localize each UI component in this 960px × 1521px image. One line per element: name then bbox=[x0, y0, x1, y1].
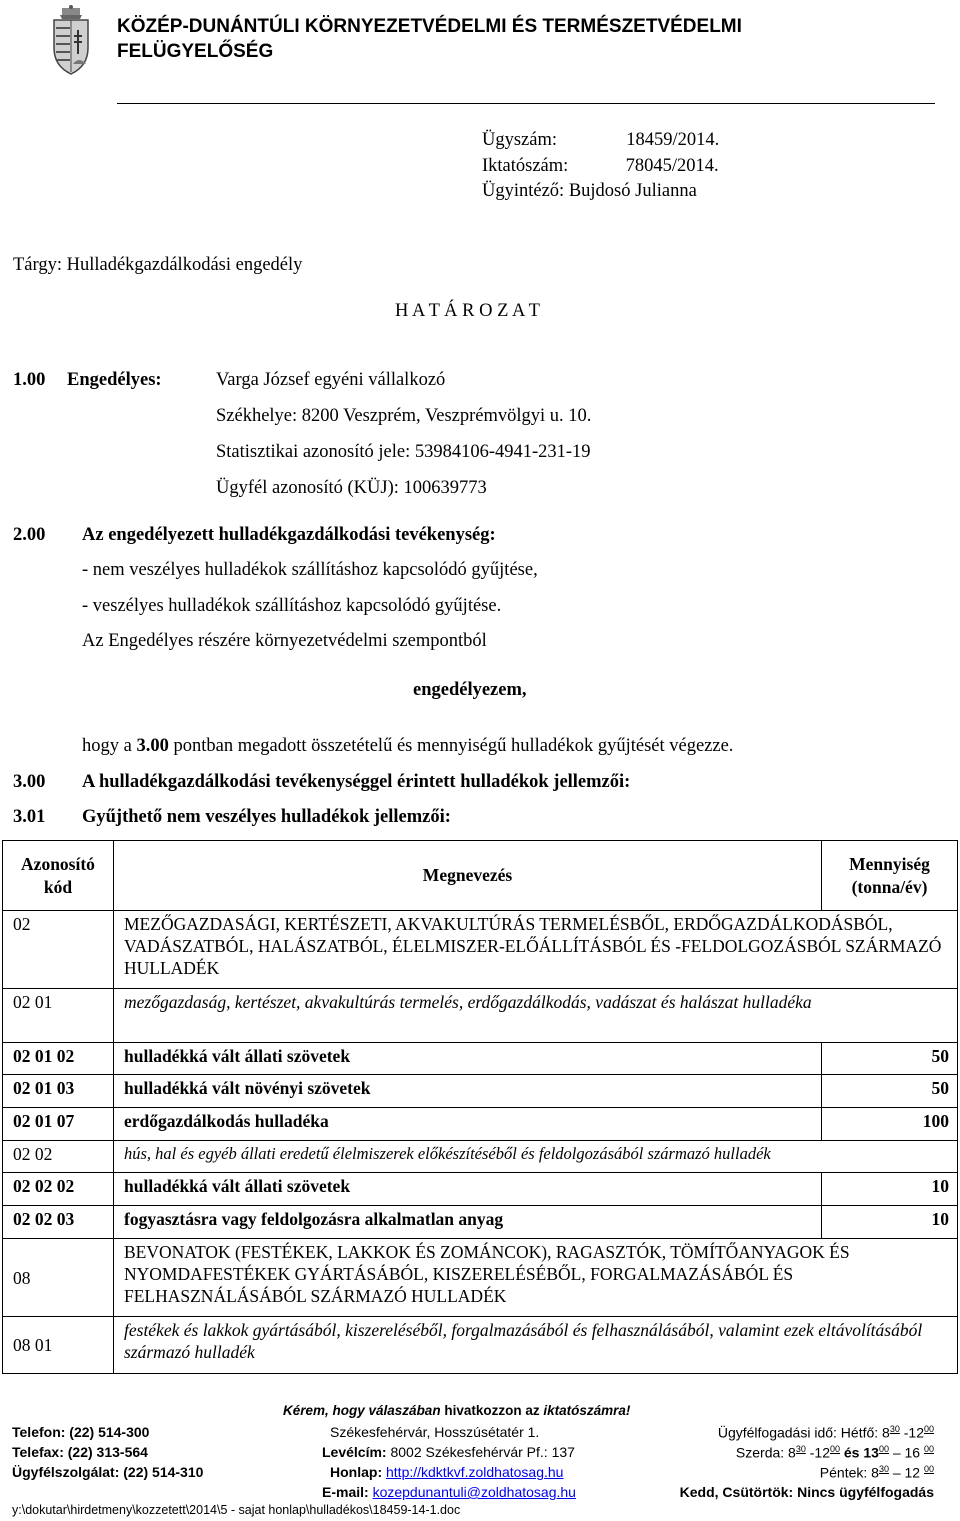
header-qty-line1: Mennyiség bbox=[849, 853, 930, 874]
header-quantity bbox=[822, 841, 958, 911]
header-code-line1: Azonosító bbox=[21, 853, 95, 874]
row-code: 08 01 bbox=[3, 1317, 114, 1374]
footer-mail-value: 8002 Székesfehérvár Pf.: 137 bbox=[386, 1444, 575, 1460]
row-name: erdőgazdálkodás hulladéka bbox=[114, 1108, 822, 1141]
grant-clause bbox=[82, 736, 733, 757]
licensee-stat-id: Statisztikai azonosító jele: 53984106-4941-231-19 bbox=[216, 442, 591, 462]
footer-mail-label: Levélcím: bbox=[322, 1444, 387, 1460]
activity-item: - nem veszélyes hulladékok szállításhoz kapcsolódó gyűjtése, bbox=[82, 560, 538, 580]
row-quantity: 50 bbox=[822, 1075, 958, 1108]
table-row bbox=[3, 989, 958, 1043]
row-name: MEZŐGAZDASÁGI, KERTÉSZETI, AKVAKULTÚRÁS TERMELÉSBŐL, ERDŐGAZDÁLKODÁSBÓL, VADÁSZATBÓL, HALÁSZATBÓL, ÉLELMISZER-ELŐÁLLÍTÁSBÓL ÉS -FELDOLGOZÁSBÓL SZÁRMAZÓ HULLADÉK bbox=[114, 911, 958, 989]
footer-web bbox=[330, 1464, 563, 1480]
footer-hours-friday bbox=[820, 1464, 934, 1481]
section3-sub-title: Gyűjthető nem veszélyes hulladékok jellemzői: bbox=[82, 807, 451, 827]
grant-clause-pre: hogy a bbox=[82, 736, 137, 756]
row-name: mezőgazdaság, kertészet, akvakultúrás termelés, erdőgazdálkodás, vadászat és halászat hulladéka bbox=[114, 989, 958, 1043]
table-row bbox=[3, 1075, 958, 1108]
hours-sup: 30 bbox=[889, 1424, 900, 1434]
section1-number: 1.00 bbox=[13, 370, 46, 390]
grant-statement: engedélyezem, bbox=[413, 680, 527, 700]
row-name: fogyasztásra vagy feldolgozásra alkalmatlan anyag bbox=[114, 1206, 822, 1239]
footer-email bbox=[322, 1484, 576, 1500]
table-row bbox=[3, 1206, 958, 1239]
table-row bbox=[3, 1108, 958, 1141]
footer-email-link[interactable]: kozepdunantuli@zoldhatosag.hu bbox=[372, 1484, 576, 1500]
case-officer: Ügyintéző: Bujdosó Julianna bbox=[482, 181, 697, 201]
footer-hours-wednesday bbox=[736, 1444, 934, 1461]
filing-number-line bbox=[482, 156, 719, 177]
hours-text: – 12 bbox=[888, 1464, 924, 1481]
footer-notice-c: iktatószámra! bbox=[543, 1403, 631, 1418]
header-divider bbox=[117, 103, 935, 104]
row-code: 02 02 bbox=[3, 1141, 114, 1173]
footer-seat: Székesfehérvár, Hosszúsétatér 1. bbox=[330, 1424, 540, 1440]
table-row bbox=[3, 1043, 958, 1075]
section2-number: 2.00 bbox=[13, 525, 46, 545]
hours-text: és 13 bbox=[840, 1444, 879, 1461]
footer-hours-closed: Kedd, Csütörtök: Nincs ügyfélfogadás bbox=[679, 1484, 934, 1500]
row-quantity: 10 bbox=[822, 1173, 958, 1206]
licensee-client-id: Ügyfél azonosító (KÜJ): 100639773 bbox=[216, 478, 487, 498]
activity-item: - veszélyes hulladékok szállításhoz kapcsolódó gyűjtése. bbox=[82, 596, 502, 616]
agency-name-line2: FELÜGYELŐSÉG bbox=[117, 41, 274, 62]
footer-notice-b: hivatkozzon az bbox=[440, 1403, 544, 1418]
row-code: 02 01 07 bbox=[3, 1108, 114, 1141]
footer-mail bbox=[322, 1444, 575, 1460]
row-quantity: 100 bbox=[822, 1108, 958, 1141]
licensee-name: Varga József egyéni vállalkozó bbox=[216, 370, 446, 390]
hours-sup: 00 bbox=[923, 1464, 934, 1474]
section1-label: Engedélyes: bbox=[67, 370, 162, 390]
row-name: hús, hal és egyéb állati eredetű élelmiszerek előkészítéséből és feldolgozásából származó hulladék bbox=[114, 1141, 958, 1173]
row-name: hulladékká vált növényi szövetek bbox=[114, 1075, 822, 1108]
footer-phone: Telefon: (22) 514-300 bbox=[12, 1424, 150, 1440]
footer-email-label: E-mail: bbox=[322, 1484, 369, 1500]
table-row bbox=[3, 1173, 958, 1206]
decision-title: H A T Á R O Z A T bbox=[395, 301, 540, 321]
hours-text: Szerda: 8 bbox=[735, 1444, 796, 1461]
footer-fax: Telefax: (22) 313-564 bbox=[12, 1444, 148, 1460]
row-code: 02 02 03 bbox=[3, 1206, 114, 1239]
footer-web-link[interactable]: http://kdktkvf.zoldhatosag.hu bbox=[386, 1464, 564, 1480]
header-code-line2: kód bbox=[43, 876, 73, 897]
header-name: Megnevezés bbox=[114, 841, 822, 911]
grant-clause-ref: 3.00 bbox=[136, 736, 169, 756]
filing-number-label: Iktatószám: bbox=[482, 156, 569, 176]
row-code: 08 bbox=[3, 1239, 114, 1317]
row-code: 02 bbox=[3, 911, 114, 989]
row-name: festékek és lakkok gyártásából, kiszereléséből, forgalmazásából és felhasználásából, valamint ezek eltávolításából származó hulladék bbox=[114, 1317, 958, 1374]
section3-number: 3.00 bbox=[13, 772, 46, 792]
hours-sup: 30 bbox=[878, 1464, 889, 1474]
filing-number-value: 78045/2014. bbox=[625, 156, 719, 176]
hours-sup: 00 bbox=[829, 1444, 840, 1454]
row-code: 02 01 bbox=[3, 989, 114, 1043]
table-row bbox=[3, 1317, 958, 1374]
row-name: hulladékká vált állati szövetek bbox=[114, 1173, 822, 1206]
hours-sup: 00 bbox=[923, 1444, 934, 1454]
grant-clause-post: pontban megadott összetételű és mennyiségű hulladékok gyűjtését végezze. bbox=[168, 736, 734, 756]
row-quantity: 10 bbox=[822, 1206, 958, 1239]
row-code: 02 02 02 bbox=[3, 1173, 114, 1206]
footer-web-label: Honlap: bbox=[330, 1464, 383, 1480]
hours-text: Péntek: 8 bbox=[819, 1464, 879, 1481]
hours-sup: 00 bbox=[878, 1444, 889, 1454]
coat-of-arms-emblem bbox=[48, 4, 94, 78]
agency-name bbox=[117, 14, 742, 64]
hours-text: -12 bbox=[899, 1424, 924, 1441]
row-code: 02 01 02 bbox=[3, 1043, 114, 1075]
hours-sup: 00 bbox=[923, 1424, 934, 1434]
row-name: hulladékká vált állati szövetek bbox=[114, 1043, 822, 1075]
case-number-value: 18459/2014. bbox=[626, 130, 720, 150]
case-number-line bbox=[482, 130, 719, 151]
section3-title: A hulladékgazdálkodási tevékenységgel érintett hulladékok jellemzői: bbox=[82, 772, 631, 792]
hours-text: -12 bbox=[805, 1444, 830, 1461]
row-quantity: 50 bbox=[822, 1043, 958, 1075]
table-row bbox=[3, 911, 958, 989]
agency-name-line1: KÖZÉP-DUNÁNTÚLI KÖRNYEZETVÉDELMI ÉS TERMÉSZETVÉDELMI bbox=[117, 16, 742, 37]
footer-notice-a: Kérem, hogy válaszában bbox=[283, 1403, 441, 1418]
licensee-seat: Székhelye: 8200 Veszprém, Veszprémvölgyi u. 10. bbox=[216, 406, 592, 426]
table-header-row bbox=[3, 841, 958, 911]
row-name: BEVONATOK (FESTÉKEK, LAKKOK ÉS ZOMÁNCOK), RAGASZTÓK, TÖMÍTŐANYAGOK ÉS NYOMDAFESTÉKEK GYÁRTÁSÁBÓL, KISZERELÉSÉBŐL, FORGALMAZÁSÁBÓL ÉS FELHASZNÁLÁSÁBÓL SZÁRMAZÓ HULLADÉK bbox=[114, 1239, 958, 1317]
hours-text: – 16 bbox=[888, 1444, 924, 1461]
subject-line: Tárgy: Hulladékgazdálkodási engedély bbox=[13, 255, 303, 275]
row-code: 02 01 03 bbox=[3, 1075, 114, 1108]
hours-text: Ügyfélfogadási idő: Hétfő: 8 bbox=[717, 1424, 890, 1441]
hours-sup: 30 bbox=[795, 1444, 806, 1454]
footer-service: Ügyfélszolgálat: (22) 514-310 bbox=[12, 1464, 204, 1480]
section2-title: Az engedélyezett hulladékgazdálkodási tevékenység: bbox=[82, 525, 496, 545]
table-row bbox=[3, 1141, 958, 1173]
table-row bbox=[3, 1239, 958, 1317]
waste-table bbox=[2, 840, 958, 1374]
section3-sub-number: 3.01 bbox=[13, 807, 46, 827]
header-qty-line2: (tonna/év) bbox=[851, 876, 928, 897]
permission-note: Az Engedélyes részére környezetvédelmi szempontból bbox=[82, 631, 487, 651]
case-number-label: Ügyszám: bbox=[482, 130, 558, 150]
header-code bbox=[3, 841, 114, 911]
footer-notice bbox=[283, 1403, 630, 1418]
footer-file-path: y:\dokutar\hirdetmeny\kozzetett\2014\5 - sajat honlap\hulladékos\18459-14-1.doc bbox=[12, 1503, 461, 1517]
footer-hours-monday bbox=[718, 1424, 934, 1441]
